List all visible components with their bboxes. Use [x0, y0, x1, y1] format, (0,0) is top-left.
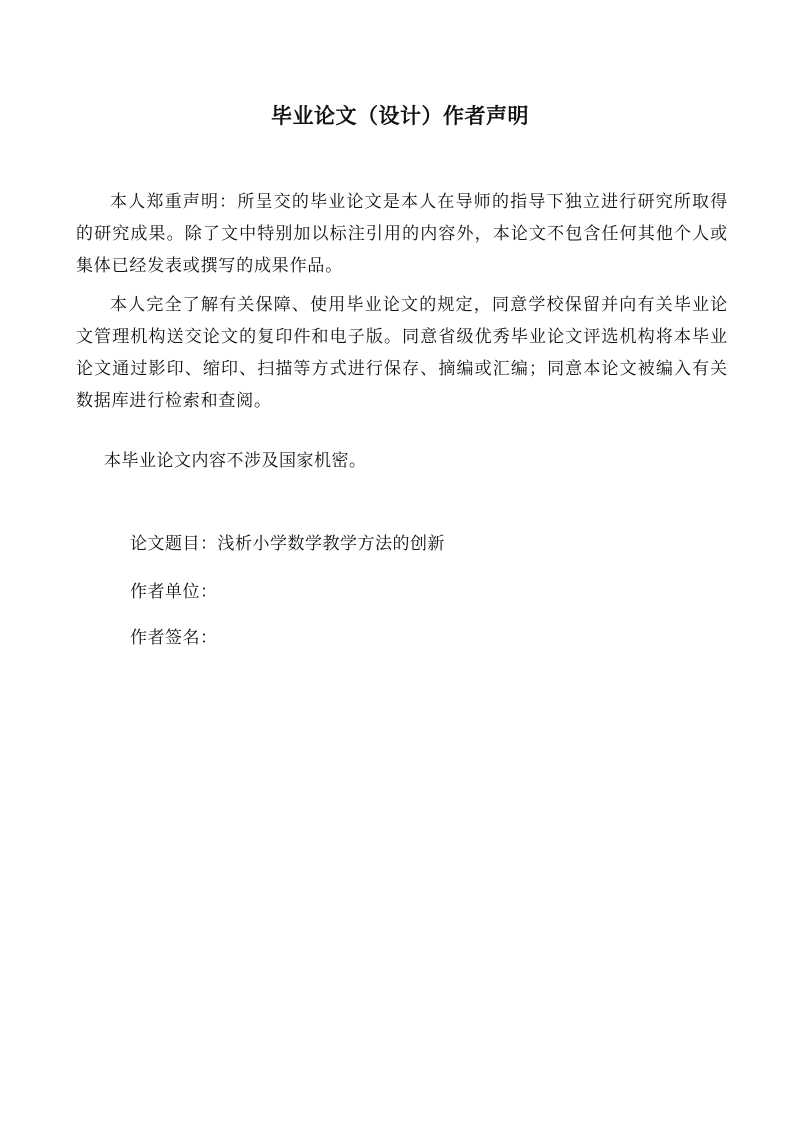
- author-unit-label: 作者单位：: [130, 582, 218, 602]
- author-signature-row: [130, 622, 218, 654]
- page-title: 毕业论文（设计）作者声明: [271, 104, 529, 128]
- thesis-topic-value: 浅析小学数学教学方法的创新: [217, 534, 445, 554]
- declaration-body: [76, 186, 728, 424]
- declaration-paragraph-usage-rights: 本人完全了解有关保障、使用毕业论文的规定，同意学校保留并向有关毕业论文管理机构送交论文的复印件和电子版。同意省级优秀毕业论文评选机构将本毕业论文通过影印、缩印、扫描等方式进行保存、摘编或汇编；同意本论文被编入有关数据库进行检索和查阅。: [76, 295, 728, 411]
- author-unit-row: [130, 576, 218, 608]
- thesis-topic-label: 论文题目：: [130, 534, 218, 554]
- thesis-topic-row: [130, 528, 445, 560]
- author-signature-label: 作者签名：: [130, 628, 218, 648]
- declaration-paragraph-originality: 本人郑重声明：所呈交的毕业论文是本人在导师的指导下独立进行研究所取得的研究成果。除了文中特别加以标注引用的内容外，本论文不包含任何其他个人或集体已经发表或撰写的成果作品。: [76, 192, 728, 276]
- confidentiality-statement: 本毕业论文内容不涉及国家机密。: [104, 451, 367, 471]
